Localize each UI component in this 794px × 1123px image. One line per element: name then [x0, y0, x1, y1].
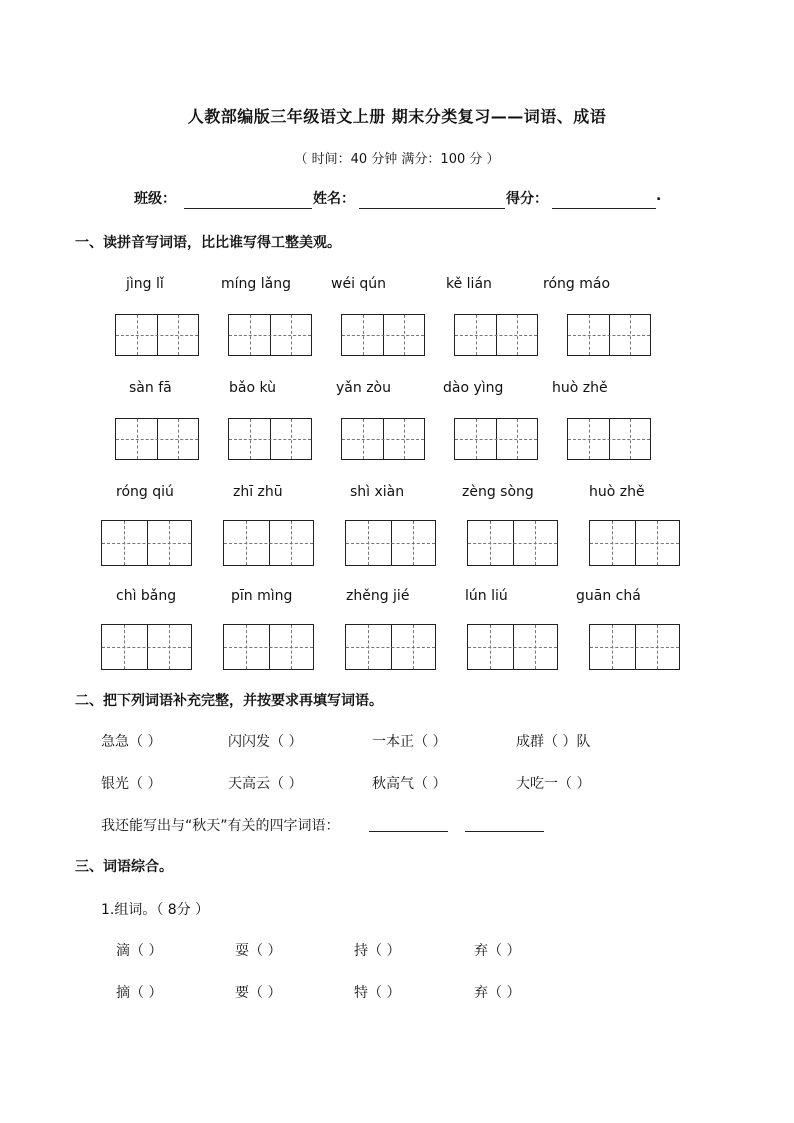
page-title: 人教部编版三年级语文上册 期末分类复习——词语、成语 [187, 107, 607, 126]
fill-item[interactable]: 一本正（ ） [372, 734, 447, 750]
pinyin-label: yǎn zòu [336, 380, 391, 396]
fill-item[interactable]: 成群（ ）队 [516, 734, 591, 750]
writing-grid[interactable] [345, 520, 436, 566]
pinyin-label: chì bǎng [116, 588, 177, 604]
pinyin-label: wéi qún [331, 276, 387, 292]
fill-item[interactable]: 秋高气（ ） [372, 776, 447, 792]
pinyin-label: shì xiàn [350, 484, 405, 500]
writing-grid[interactable] [228, 314, 312, 356]
writing-grid[interactable] [101, 624, 192, 670]
pinyin-label: guān chá [576, 588, 641, 604]
exam-info: （ 时间：40 分钟 满分：100 分 ） [294, 152, 500, 167]
name-field[interactable] [359, 208, 505, 209]
section-1-heading: 一、读拼音写词语，比比谁写得工整美观。 [75, 235, 341, 251]
writing-grid[interactable] [589, 520, 680, 566]
autumn-word-blank[interactable] [465, 831, 544, 832]
autumn-words-prompt: 我还能写出与“秋天”有关的四字词语： [101, 818, 340, 834]
fill-item[interactable]: 急急（ ） [101, 734, 162, 750]
pinyin-label: bǎo kù [229, 380, 277, 396]
question-1-label: 1.组词。（ 8分 ） [101, 902, 210, 918]
writing-grid[interactable] [454, 418, 538, 460]
writing-grid[interactable] [467, 624, 558, 670]
writing-grid[interactable] [454, 314, 538, 356]
name-label: 姓名： [313, 191, 355, 207]
fill-item[interactable]: 闪闪发（ ） [228, 734, 303, 750]
pinyin-label: huò zhě [589, 484, 645, 500]
section-2-heading: 二、把下列词语补充完整，并按要求再填写词语。 [75, 693, 383, 709]
writing-grid[interactable] [115, 418, 199, 460]
fill-item[interactable]: 天高云（ ） [228, 776, 303, 792]
writing-grid[interactable] [228, 418, 312, 460]
pinyin-label: dào yìng [443, 380, 504, 396]
writing-grid[interactable] [223, 520, 314, 566]
writing-grid[interactable] [589, 624, 680, 670]
writing-grid[interactable] [101, 520, 192, 566]
writing-grid[interactable] [223, 624, 314, 670]
word-formation-item[interactable]: 持（ ） [354, 943, 401, 959]
writing-grid[interactable] [115, 314, 199, 356]
pinyin-label: míng lǎng [221, 276, 291, 292]
word-formation-item[interactable]: 弃（ ） [474, 943, 521, 959]
pinyin-label: lún liú [465, 588, 508, 604]
writing-grid[interactable] [345, 624, 436, 670]
pinyin-label: sàn fā [129, 380, 172, 396]
word-formation-item[interactable]: 摘（ ） [116, 985, 163, 1001]
pinyin-label: zhī zhū [233, 484, 283, 500]
class-field[interactable] [184, 208, 312, 209]
pinyin-label: zèng sòng [462, 484, 534, 500]
word-formation-item[interactable]: 弃（ ） [474, 985, 521, 1001]
writing-grid[interactable] [341, 314, 425, 356]
pinyin-label: kě lián [446, 276, 492, 292]
class-label: 班级： [134, 191, 176, 207]
autumn-word-blank[interactable] [369, 831, 448, 832]
writing-grid[interactable] [567, 314, 651, 356]
pinyin-label: róng máo [543, 276, 611, 292]
score-field[interactable] [552, 208, 656, 209]
word-formation-item[interactable]: 滴（ ） [116, 943, 163, 959]
writing-grid[interactable] [341, 418, 425, 460]
pinyin-label: pīn mìng [231, 588, 293, 604]
fill-item[interactable]: 大吃一（ ） [516, 776, 591, 792]
pinyin-label: zhěng jié [346, 588, 410, 604]
word-formation-item[interactable]: 耍（ ） [235, 943, 282, 959]
writing-grid[interactable] [467, 520, 558, 566]
writing-grid[interactable] [567, 418, 651, 460]
score-label: 得分： [506, 191, 548, 207]
pinyin-label: jìng lǐ [126, 276, 164, 292]
score-end: . [656, 188, 662, 204]
fill-item[interactable]: 银光（ ） [101, 776, 162, 792]
word-formation-item[interactable]: 要（ ） [235, 985, 282, 1001]
pinyin-label: huò zhě [552, 380, 608, 396]
word-formation-item[interactable]: 特（ ） [354, 985, 401, 1001]
pinyin-label: róng qiú [116, 484, 174, 500]
section-3-heading: 三、词语综合。 [75, 859, 173, 875]
